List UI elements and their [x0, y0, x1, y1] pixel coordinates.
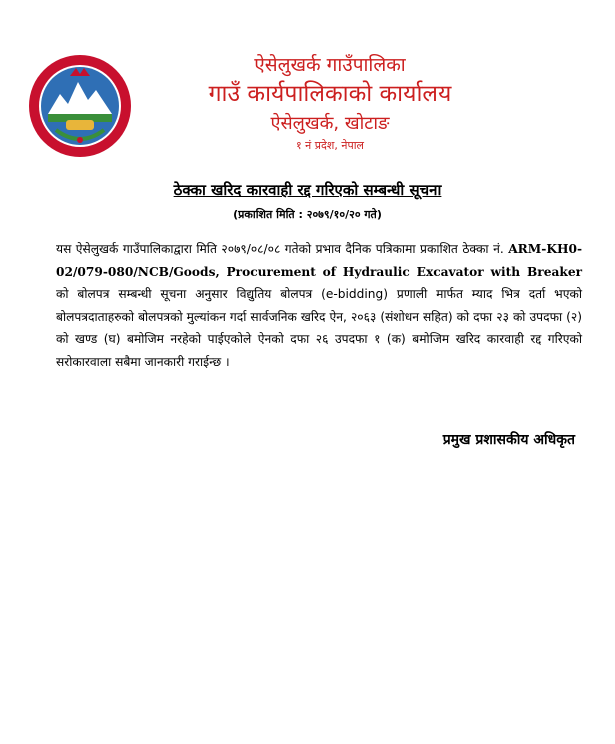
signature-designation: प्रमुख प्रशासकीय अधिकृत — [442, 432, 575, 448]
municipality-name: ऐसेलुखर्क गाउँपालिका — [254, 54, 406, 76]
notice-body — [56, 238, 582, 373]
contract-reference: ARM-KH0-02/079-080/NCB/Goods, Procurement of Hydraulic Excavator with Breaker — [56, 242, 582, 279]
notice-body-main: को बोलपत्र सम्बन्धी सूचना अनुसार विद्युतिय बोलपत्र (e-bidding) प्रणाली मार्फत म्याद भित्र दर्ता भएको बोलपत्रदाताहरुको बोलपत्रको मुल्यांकन गर्दा सार्वजनिक खरिद ऐन, २०६३ (संशोधन सहित) को दफा २३ को उपदफा (२) को खण्ड (घ) बमोजिम नरहेको पाईएकोले ऐनको दफा २६ उपदफा १ (क) बमोजिम खरिद कारवाही रद्द गरिएको सरोकारवाला सबैमा जानकारी गराईन्छ । — [56, 287, 582, 369]
office-address: ऐसेलुखर्क, खोटाङ — [270, 113, 390, 134]
province-name: १ नं प्रदेश, नेपाल — [295, 139, 365, 152]
notice-body-intro: यस ऐसेलुखर्क गाउँपालिकाद्वारा मिति २०७९/०८/०८ गतेको प्रभाव दैनिक पत्रिकामा प्रकाशित ठेक्का नं. — [56, 242, 509, 256]
notice-title: ठेक्का खरिद कारवाही रद्द गरिएको सम्बन्धी सूचना — [173, 181, 442, 199]
office-header — [120, 52, 540, 154]
nepal-government-emblem-icon — [26, 52, 134, 160]
published-date: (प्रकाशित मिति : २०७९/१०/२० गते) — [233, 208, 382, 221]
office-name: गाउँ कार्यपालिकाको कार्यालय — [208, 81, 452, 107]
